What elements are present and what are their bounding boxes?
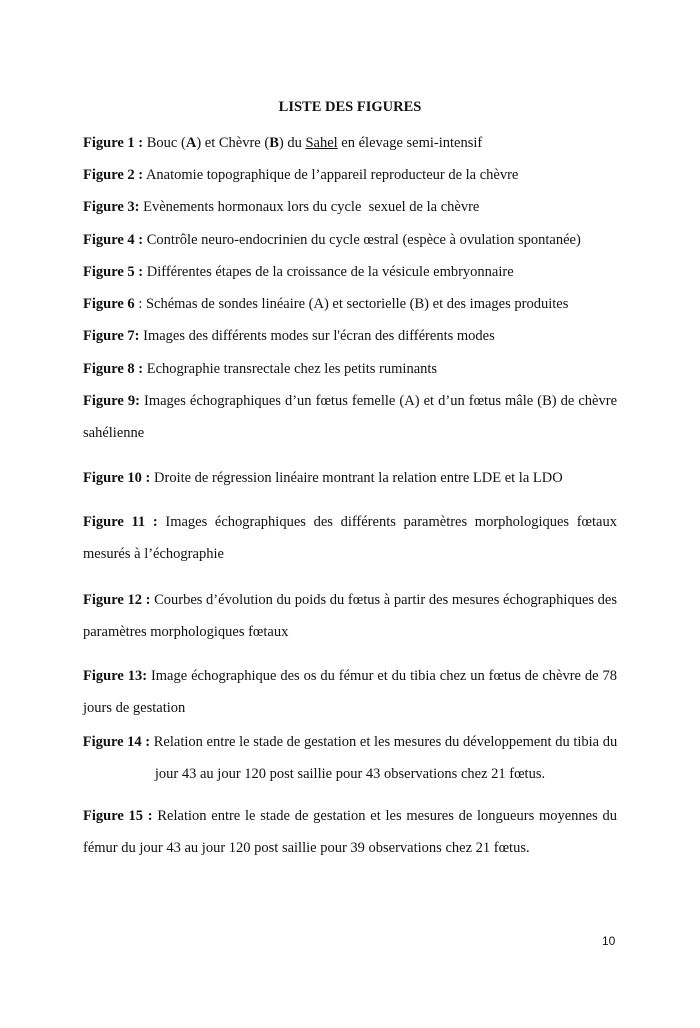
- figure-text: Contrôle neuro-endocrinien du cycle œstral (espèce à ovulation spontanée): [143, 232, 581, 248]
- figure-label: Figure 10 :: [83, 470, 151, 486]
- figure-text: Courbes d’évolution du poids du fœtus à partir des mesures échographiques des paramètres morphologiques fœtaux: [83, 592, 618, 640]
- figure-text: Images échographiques d’un fœtus femelle (A) et d’un fœtus mâle (B) de chèvre sahélienne: [83, 393, 618, 441]
- figure-text: ) et Chèvre (: [196, 135, 270, 151]
- figure-entry-1: [83, 127, 617, 159]
- figure-text: Sahel: [305, 135, 338, 151]
- figure-text-continued: jour 43 au jour 120 post saillie pour 43 observations chez 21 fœtus.: [154, 766, 546, 782]
- figure-label: Figure 12 :: [83, 592, 151, 608]
- figure-label: Figure 13:: [83, 668, 148, 684]
- figure-text: Différentes étapes de la croissance de la vésicule embryonnaire: [143, 264, 514, 280]
- figure-entry-12: [83, 584, 617, 648]
- figure-text: : Schémas de sondes linéaire (A) et sectorielle (B) et des images produites: [134, 296, 569, 312]
- figure-text: Bouc (: [143, 135, 186, 151]
- figure-label: Figure 6: [83, 296, 135, 312]
- figure-entry-15: [83, 800, 617, 864]
- figure-entry-13: [83, 660, 617, 724]
- figure-entry-2: [83, 159, 617, 191]
- figure-text: B: [269, 135, 279, 151]
- figure-text: A: [185, 135, 197, 151]
- figure-label: Figure 11 :: [83, 514, 158, 530]
- figure-entry-11: [83, 506, 617, 570]
- figure-entry-4: [83, 224, 617, 256]
- figure-text: en élevage semi-intensif: [337, 135, 483, 151]
- figure-entry-5: [83, 256, 617, 288]
- figure-entry-9: [83, 385, 617, 449]
- figure-label: Figure 8 :: [83, 361, 144, 377]
- page-title: LISTE DES FIGURES: [278, 99, 422, 115]
- figure-text: Images des différents modes sur l'écran des différents modes: [139, 328, 495, 344]
- figure-label: Figure 7:: [83, 328, 140, 344]
- figure-label: Figure 15 :: [83, 808, 153, 824]
- figure-label: Figure 9:: [83, 393, 140, 409]
- figure-entry-7: [83, 320, 617, 352]
- figure-entry-3: [83, 191, 617, 223]
- figure-text: ) du: [278, 135, 306, 151]
- figure-text: Echographie transrectale chez les petits ruminants: [143, 361, 438, 377]
- figure-entry-10: [83, 462, 617, 494]
- figure-label: Figure 1 :: [83, 135, 144, 151]
- figure-text: Image échographique des os du fémur et du tibia chez un fœtus de chèvre de 78 jours de gestation: [83, 668, 617, 716]
- figure-text: Images échographiques des différents paramètres morphologiques fœtaux mesurés à l’échographie: [83, 514, 617, 562]
- figure-label: Figure 3:: [83, 199, 140, 215]
- figure-label: Figure 2 :: [83, 167, 144, 183]
- figure-label: Figure 14 :: [82, 734, 151, 750]
- figure-entry-8: [83, 353, 617, 385]
- figure-text: Anatomie topographique de l’appareil reproducteur de la chèvre: [143, 167, 519, 183]
- figure-text: Relation entre le stade de gestation et les mesures du développement du tibia du: [150, 734, 618, 750]
- figure-entry-6: [83, 288, 617, 320]
- figure-text: Evènements hormonaux lors du cycle sexuel de la chèvre: [139, 199, 480, 215]
- figure-entry-14: [70, 726, 630, 790]
- figure-label: Figure 4 :: [83, 232, 144, 248]
- figure-text: Relation entre le stade de gestation et les mesures de longueurs moyennes du fémur du jour 43 au jour 120 post saillie pour 39 observations chez 21 fœtus.: [83, 808, 618, 856]
- page-number: 10: [602, 934, 616, 948]
- figure-text: Droite de régression linéaire montrant la relation entre LDE et la LDO: [150, 470, 563, 486]
- figure-label: Figure 5 :: [83, 264, 144, 280]
